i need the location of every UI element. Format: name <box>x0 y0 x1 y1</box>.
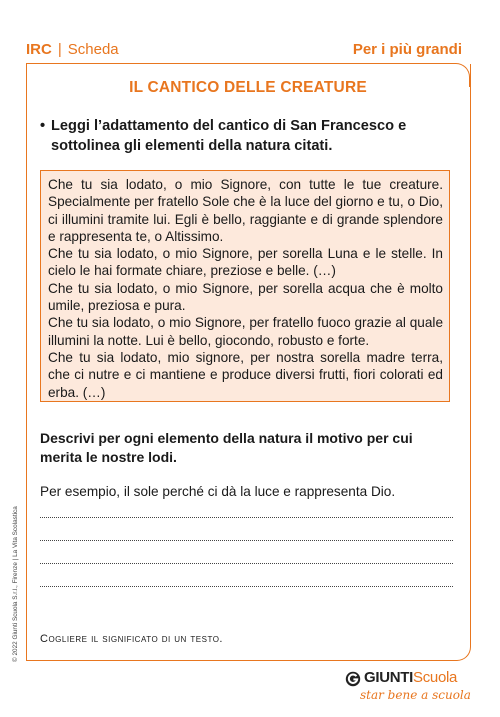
header-left <box>26 41 119 58</box>
canticle-paragraph: Che tu sia lodato, o mio Signore, per sorella Luna e le stelle. In cielo le hai formate chiare, preziose e belle. (…) <box>48 246 443 279</box>
header-brand: IRC <box>26 40 52 58</box>
header-audience: Per i più grandi <box>352 40 462 58</box>
logo-tagline: star bene a scuola <box>360 688 471 702</box>
header <box>26 39 462 59</box>
instruction-text: Leggi l’adattamento del cantico di San Francesco e sottolinea gli elementi della natura citati. <box>51 118 407 154</box>
canticle-paragraph: Che tu sia lodato, o mio Signore, per sorella acqua che è molto umile, preziosa e pura. <box>48 280 443 314</box>
canticle-paragraph: Che tu sia lodato, o mio Signore, con tutte le tue creature. Specialmente per fratello Sole che è la luce del giorno e tu, o Dio, ci illumini tramite lui. Egli è bello, raggiante e di grande splendore e rappresenta te, o Altissimo. <box>48 177 443 244</box>
learning-objective: Cogliere il significato di un testo. <box>40 633 223 645</box>
logo-brand <box>364 669 457 686</box>
instruction <box>40 116 450 156</box>
answer-line[interactable] <box>40 563 453 564</box>
answer-line[interactable] <box>40 540 453 541</box>
logo-brand-main: GIUNTI <box>364 669 414 686</box>
example-text: Per esempio, il sole perché ci dà la luce e rappresenta Dio. <box>40 484 396 499</box>
answer-line[interactable] <box>40 517 453 518</box>
bullet-icon: • <box>40 118 46 134</box>
logo-brand-accent: Scuola <box>413 669 458 686</box>
question-text: Descrivi per ogni elemento della natura il motivo per cui merita le nostre lodi. <box>40 430 413 465</box>
worksheet-title: IL CANTICO DELLE CREATURE <box>129 79 367 96</box>
answer-line[interactable] <box>40 586 453 587</box>
canticle-paragraph: Che tu sia lodato, o mio Signore, per fratello fuoco grazie al quale illumini la notte. Lui è bello, giocondo, robusto e forte. <box>48 315 443 348</box>
header-separator: | <box>57 40 62 58</box>
giunti-scuola-logo <box>345 669 471 709</box>
copyright-notice: © 2022 Giunti Scuola S.r.l., Firenze | La Vita Scolastica <box>12 506 19 662</box>
canticle-paragraph: Che tu sia lodato, mio signore, per nostra sorella madre terra, che ci nutre e ci mantiene e produce diversi frutti, fiori colorati ed erba. (…) <box>48 349 443 400</box>
header-section: Scheda <box>67 40 119 58</box>
giunti-logo-mark-icon <box>345 671 361 687</box>
canticle-text-box <box>40 170 450 402</box>
